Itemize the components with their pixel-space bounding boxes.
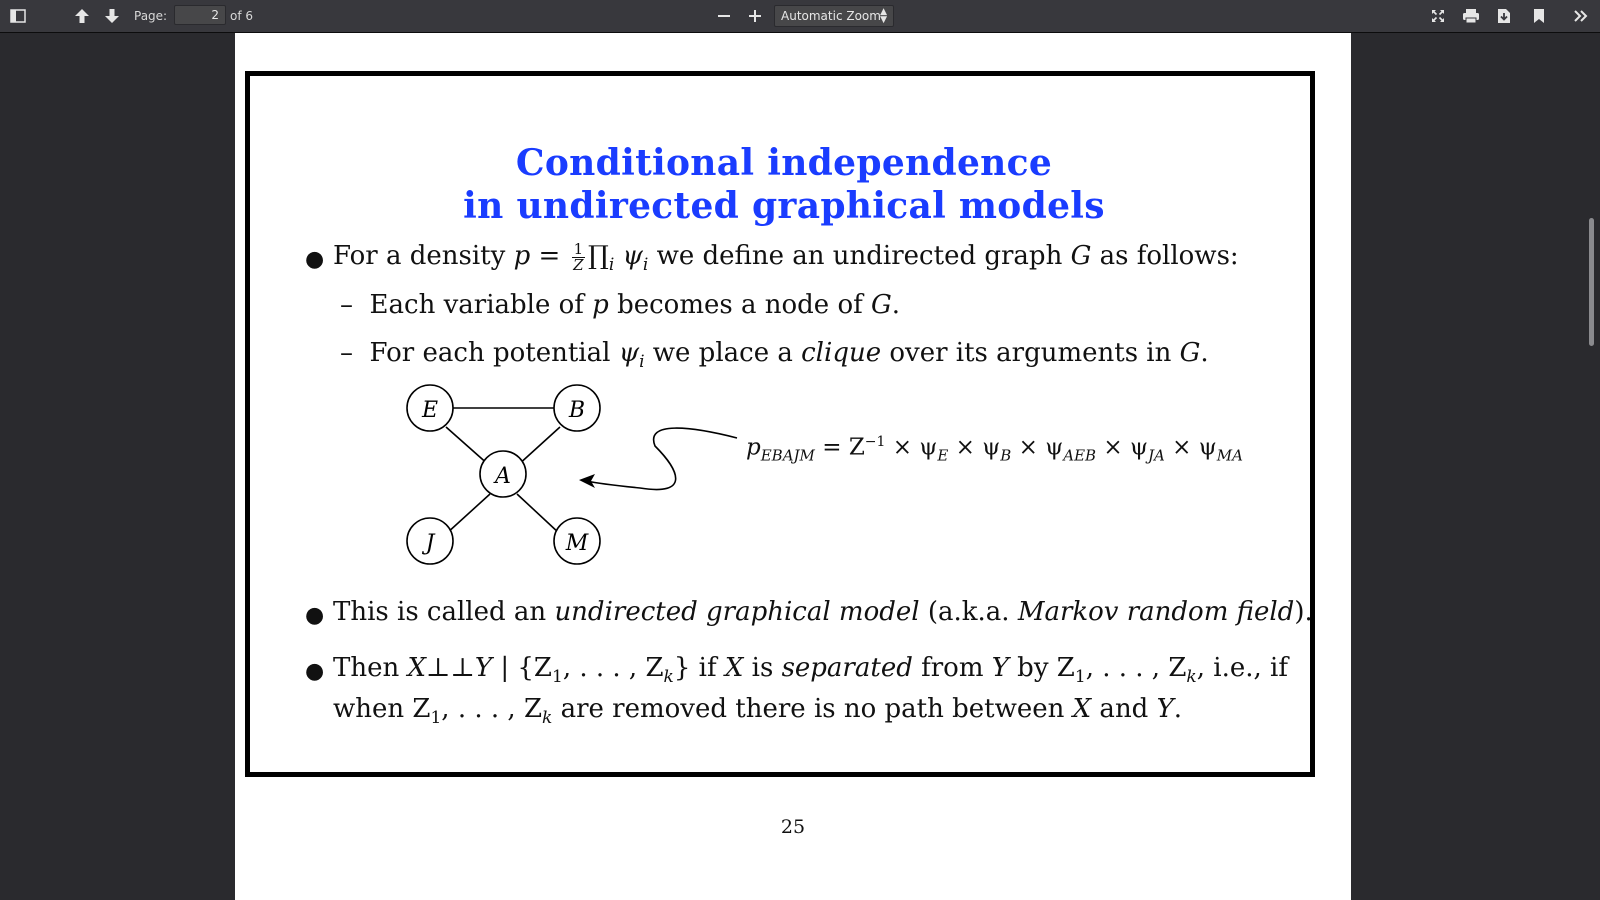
bullet-undirected-model — [333, 596, 1313, 628]
ellipsis-Z: , . . . , Z — [562, 653, 664, 683]
print-icon[interactable] — [1459, 5, 1483, 27]
var-Y: Y — [991, 653, 1009, 683]
psi-MA-subscript: MA — [1216, 446, 1243, 465]
psi-B-subscript: B — [1000, 446, 1012, 465]
bullet-separation-line2 — [333, 693, 1182, 734]
subscript-i: i — [642, 255, 649, 276]
subscript-i: i — [639, 352, 645, 373]
subbullet-potential-pre: For each potential — [369, 338, 619, 368]
word-and: and — [1091, 694, 1157, 724]
slide-title-line2: in undirected graphical models — [463, 185, 1105, 227]
psi-AEB-subscript: AEB — [1063, 446, 1097, 465]
node-M-label: M — [565, 531, 589, 556]
bullet-separation-line1 — [333, 652, 1288, 693]
chevron-updown-icon: ▲ ▼ — [880, 7, 887, 25]
bullet-undirected-mid: (a.k.a. — [919, 597, 1018, 627]
page-number: 25 — [780, 816, 806, 838]
fraction-denominator: Z — [573, 255, 584, 274]
slide-title-line1: Conditional independence — [515, 142, 1053, 184]
var-psi: ψ — [622, 241, 643, 271]
page-number-input[interactable] — [174, 5, 226, 25]
var-psi: ψ — [618, 338, 640, 368]
product-symbol: ∏ — [588, 241, 609, 271]
sep-when-Z: when Z — [333, 694, 431, 724]
term-markov-random-field: Markov random field — [1017, 597, 1295, 627]
edge-B-A — [517, 427, 560, 466]
tools-chevron-icon[interactable] — [1569, 5, 1593, 27]
dash: – — [340, 338, 353, 368]
slide-frame — [245, 71, 1315, 777]
formula-exponent: −1 — [864, 434, 886, 450]
page-total: of 6 — [230, 9, 254, 23]
factorization-formula: $p_{EBAJM} = Z^{-1} \times \psi_E \times \psi_B \times \psi_{AEB} \times \psi_{JA} \times \psi_{MA}$ — [746, 434, 1243, 465]
subscript-1: 1 — [1074, 667, 1086, 688]
var-X: X — [1072, 694, 1092, 724]
subbullet-potential-mid2: over its arguments in — [881, 338, 1180, 368]
download-icon[interactable] — [1492, 5, 1516, 27]
equals-sign: = — [530, 241, 569, 271]
arrow-up-icon[interactable] — [70, 5, 94, 27]
bookmark-icon[interactable] — [1527, 5, 1551, 27]
var-p: p — [592, 290, 609, 320]
term-undirected-graphical-model: undirected graphical model — [554, 597, 920, 627]
pdf-page — [235, 33, 1351, 900]
curved-arrow — [587, 428, 737, 489]
subscript-i: i — [608, 255, 615, 276]
ellipsis-Z: , . . . , Z — [1085, 653, 1187, 683]
period: . — [891, 290, 901, 320]
node-B — [554, 385, 600, 431]
fraction-numerator: 1 — [573, 239, 584, 258]
sep-tail: , i.e., if — [1196, 653, 1288, 683]
period: . — [1200, 338, 1209, 368]
subscript-1: 1 — [430, 708, 442, 729]
independence-symbol: ⊥⊥ — [426, 653, 475, 683]
bullet-density-post: as follows: — [1091, 241, 1239, 271]
sep-then: Then — [333, 653, 408, 683]
node-A — [480, 451, 526, 497]
word-from: from — [912, 653, 992, 683]
formula-p-subscript: EBAJM — [760, 446, 815, 465]
conditioning-set-close: } if — [673, 653, 725, 683]
scrollbar-thumb[interactable] — [1589, 218, 1594, 346]
bullet-dot: ● — [305, 247, 325, 272]
var-G: G — [1179, 338, 1201, 368]
edge-E-A — [446, 427, 490, 466]
var-G: G — [871, 290, 892, 320]
period: . — [1173, 694, 1183, 724]
node-B-label: B — [568, 398, 586, 423]
bullet-dot: ● — [305, 659, 325, 684]
zoom-select[interactable] — [774, 5, 894, 27]
node-A-label: A — [495, 464, 511, 489]
toolbar — [0, 0, 1600, 33]
word-is: is — [743, 653, 782, 683]
bullet-dot: ● — [305, 603, 325, 628]
var-X: X — [407, 653, 426, 683]
subscript-1: 1 — [551, 667, 563, 688]
var-p: p — [513, 241, 531, 271]
zoom-select-value: Automatic Zoom — [781, 9, 881, 23]
var-Y: Y — [474, 653, 493, 683]
node-M — [554, 518, 600, 564]
var-G: G — [1070, 241, 1092, 271]
edge-A-J — [446, 494, 490, 534]
node-E-label: E — [421, 398, 439, 423]
document-viewer[interactable] — [0, 33, 1600, 900]
psi-E-subscript: E — [937, 446, 949, 465]
sep-line2-mid: are removed there is no path between — [552, 694, 1073, 724]
var-X: X — [724, 653, 744, 683]
subscript-k: k — [1186, 667, 1197, 688]
word-by-Z: by Z — [1008, 653, 1075, 683]
bullet-density-mid: we define an undirected graph — [648, 241, 1071, 271]
subbullet-potential-mid: we place a — [644, 338, 802, 368]
subbullet-variable-mid: becomes a node of — [608, 290, 871, 320]
subbullet-variable-pre: Each variable of — [369, 290, 593, 320]
subscript-k: k — [663, 667, 674, 688]
var-Y: Y — [1156, 694, 1174, 724]
subscript-k: k — [542, 708, 553, 729]
sidebar-toggle-icon[interactable] — [6, 5, 30, 27]
formula-p: p — [746, 434, 761, 461]
node-J-label: J — [425, 531, 435, 556]
arrowhead-icon — [579, 474, 595, 488]
ellipsis-Z: , . . . , Z — [441, 694, 543, 724]
clique-term: clique — [801, 338, 882, 368]
edge-A-M — [517, 494, 560, 534]
node-E — [407, 385, 453, 431]
arrow-down-icon[interactable] — [100, 5, 124, 27]
bullet-undirected-post: ). — [1294, 597, 1313, 627]
term-separated: separated — [781, 653, 913, 683]
node-J — [407, 518, 453, 564]
dash: – — [340, 290, 353, 320]
conditioning-set-open: | {Z — [492, 653, 552, 683]
bullet-undirected-pre: This is called an — [333, 597, 555, 627]
zoom-out-icon[interactable] — [712, 5, 736, 27]
bullet-density-pre: For a density — [333, 241, 514, 271]
page-label: Page: — [134, 9, 168, 23]
presentation-mode-icon[interactable] — [1426, 5, 1450, 27]
psi-JA-subscript: JA — [1147, 446, 1165, 465]
zoom-in-icon[interactable] — [743, 5, 767, 27]
formula-equals-Z: = Z — [814, 434, 865, 461]
